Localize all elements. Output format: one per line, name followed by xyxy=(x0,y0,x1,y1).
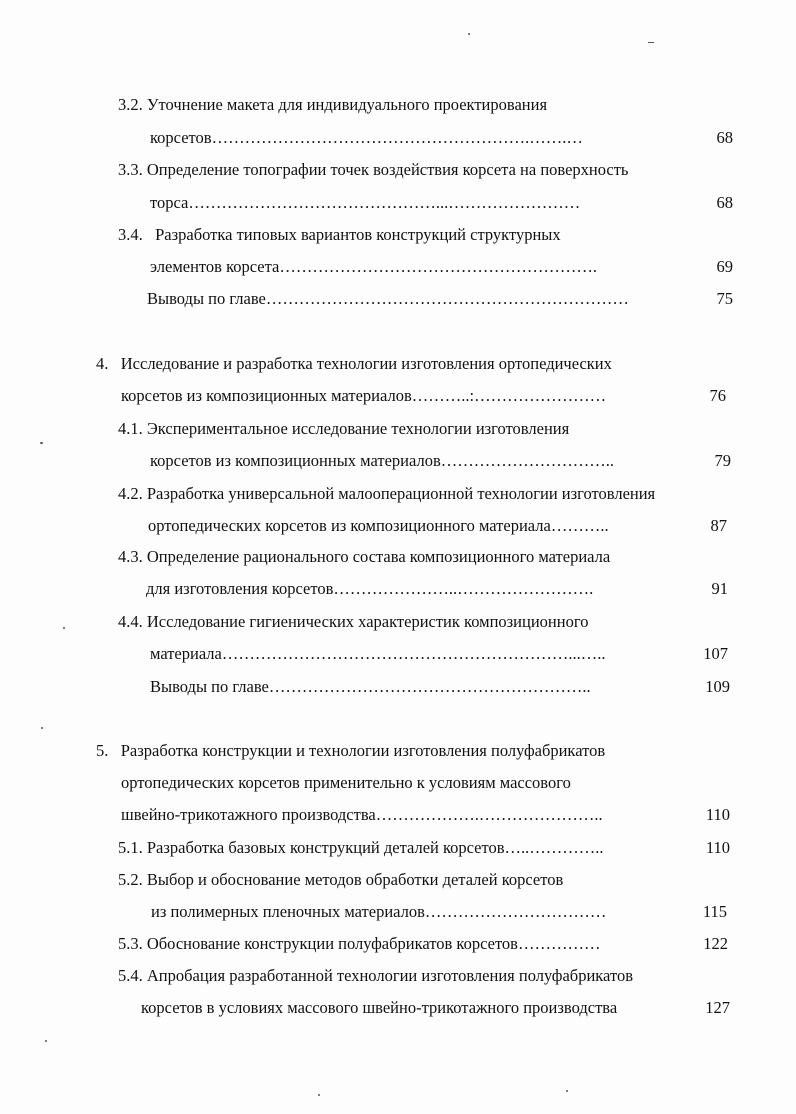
toc-title: для изготовления корсетов xyxy=(146,579,334,598)
toc-entry-5-line2 xyxy=(121,773,571,793)
toc-title: ортопедических корсетов применительно к условиям массового xyxy=(121,773,571,792)
toc-page-number: 109 xyxy=(705,677,730,696)
toc-leader-dots: ………..:…………………… xyxy=(411,386,607,405)
toc-title: материала xyxy=(150,644,222,663)
toc-page-number: 115 xyxy=(702,902,727,921)
toc-leader-dots: ………………………………………...…………………… xyxy=(188,193,581,212)
toc-number: 5.2. xyxy=(118,870,143,889)
toc-leader-dots: …………………………… xyxy=(424,902,607,921)
toc-entry-5-1 xyxy=(118,838,604,858)
scan-speck xyxy=(318,1094,320,1096)
toc-number: 4.3. xyxy=(118,547,143,566)
toc-title: корсетов из композиционных материалов xyxy=(121,386,412,405)
toc-entry-5-2-line1 xyxy=(118,870,563,890)
scan-speck xyxy=(648,42,654,43)
toc-entry-conclusions-3 xyxy=(147,289,629,309)
toc-number: 4.1. xyxy=(118,419,143,438)
toc-title: Определение рационального состава композиционного материала xyxy=(146,547,611,566)
toc-page-number: 107 xyxy=(703,644,728,663)
toc-page-number: 122 xyxy=(703,934,728,953)
toc-entry-3-3-line2 xyxy=(150,193,580,213)
toc-entry-4-2-line2 xyxy=(148,516,609,536)
toc-entry-4-line1 xyxy=(96,354,612,374)
toc-leader-dots: ……….. xyxy=(550,516,609,535)
toc-title: корсетов в условиях массового швейно-трикотажного производства xyxy=(141,998,618,1017)
toc-page-number: 75 xyxy=(716,289,733,308)
toc-leader-dots: ……………….………………….. xyxy=(375,805,603,824)
toc-number: 5.3. xyxy=(118,934,143,953)
toc-title: Выводы по главе xyxy=(147,289,266,308)
toc-title: Уточнение макета для индивидуального проектирования xyxy=(146,95,548,114)
toc-page-number: 87 xyxy=(710,516,727,535)
toc-leader-dots: …………… xyxy=(517,934,601,953)
toc-page-number: 68 xyxy=(716,128,733,147)
toc-leader-dots: ………………………………………………………… xyxy=(265,289,629,308)
toc-page-number: 79 xyxy=(714,451,731,470)
toc-page-number: 127 xyxy=(705,998,730,1017)
toc-entry-3-2-line1 xyxy=(118,95,547,115)
toc-title: Обоснование конструкции полуфабрикатов корсетов xyxy=(146,934,518,953)
toc-page-number: 110 xyxy=(705,805,730,824)
toc-number: 4. xyxy=(96,354,109,373)
scan-speck xyxy=(45,1040,47,1042)
toc-title: торса xyxy=(150,193,189,212)
toc-entry-5-4-line2 xyxy=(141,998,617,1018)
toc-number: 4.2. xyxy=(118,484,143,503)
toc-entry-4-line2 xyxy=(121,386,606,406)
toc-title: корсетов xyxy=(150,128,212,147)
toc-title: Разработка конструкции и технологии изготовления полуфабрикатов xyxy=(120,741,606,760)
scan-speck xyxy=(41,727,43,729)
toc-page-number: 69 xyxy=(716,257,733,276)
toc-leader-dots: ………………………………………………….. xyxy=(268,677,591,696)
toc-entry-5-3 xyxy=(118,934,600,954)
toc-entry-4-2-line1 xyxy=(118,484,655,504)
toc-page-number: 91 xyxy=(711,579,728,598)
toc-title: Разработка универсальной малооперационной технологии изготовления xyxy=(146,484,656,503)
toc-title: швейно-трикотажного производства xyxy=(121,805,376,824)
toc-title: Исследование гигиенических характеристик композиционного xyxy=(146,612,589,631)
toc-number: 3.3. xyxy=(118,160,143,179)
toc-number: 5.4. xyxy=(118,966,143,985)
toc-number: 4.4. xyxy=(118,612,143,631)
toc-entry-4-4-line2 xyxy=(150,644,606,664)
toc-number: 3.2. xyxy=(118,95,143,114)
toc-title: Исследование и разработка технологии изготовления ортопедических xyxy=(120,354,612,373)
toc-entry-3-4-line1 xyxy=(118,225,561,245)
toc-entry-4-3-line1 xyxy=(118,547,610,567)
toc-leader-dots: ………………………….. xyxy=(440,451,615,470)
scan-speck xyxy=(40,442,43,444)
toc-number: 5.1. xyxy=(118,838,143,857)
toc-entry-4-1-line2 xyxy=(150,451,614,471)
toc-entry-3-3-line1 xyxy=(118,160,628,180)
toc-leader-dots: ………………………………………………………...….. xyxy=(221,644,606,663)
toc-number: 3.4. xyxy=(118,225,143,244)
toc-title: Выводы по главе xyxy=(150,677,269,696)
toc-title: Апробация разработанной технологии изготовления полуфабрикатов xyxy=(146,966,633,985)
toc-title: из полимерных пленочных материалов xyxy=(151,902,425,921)
toc-leader-dots: …..………….. xyxy=(504,838,604,857)
toc-title: Определение топографии точек воздействия корсета на поверхность xyxy=(146,160,629,179)
toc-leader-dots: …………………………………………………. xyxy=(279,257,597,276)
toc-entry-5-line3 xyxy=(121,805,603,825)
toc-leader-dots: …………………..……………………. xyxy=(333,579,594,598)
toc-title: Разработка типовых вариантов конструкций структурных xyxy=(155,225,561,244)
scan-speck xyxy=(63,627,65,629)
toc-entry-4-4-line1 xyxy=(118,612,588,632)
toc-title: корсетов из композиционных материалов xyxy=(150,451,441,470)
toc-entry-conclusions-4 xyxy=(150,677,591,697)
toc-title: Разработка базовых конструкций деталей корсетов xyxy=(146,838,505,857)
toc-entry-4-1-line1 xyxy=(118,419,569,439)
scan-speck xyxy=(468,33,470,35)
toc-entry-5-2-line2 xyxy=(151,902,606,922)
toc-entry-5-line1 xyxy=(96,741,605,761)
toc-page-number: 68 xyxy=(716,193,733,212)
toc-title: Экспериментальное исследование технологии изготовления xyxy=(146,419,570,438)
scan-speck xyxy=(566,1090,568,1092)
toc-page-number: 110 xyxy=(705,838,730,857)
toc-number: 5. xyxy=(96,741,109,760)
toc-title: Выбор и обоснование методов обработки деталей корсетов xyxy=(146,870,564,889)
toc-entry-3-2-line2 xyxy=(150,128,583,148)
toc-entry-4-3-line2 xyxy=(146,579,593,599)
toc-entry-5-4-line1 xyxy=(118,966,633,986)
toc-entry-3-4-line2 xyxy=(150,257,597,277)
toc-title: ортопедических корсетов из композиционного материала xyxy=(148,516,551,535)
toc-title: элементов корсета xyxy=(150,257,280,276)
toc-leader-dots: ………………………………………………….…….… xyxy=(211,128,583,147)
toc-page-number: 76 xyxy=(709,386,726,405)
